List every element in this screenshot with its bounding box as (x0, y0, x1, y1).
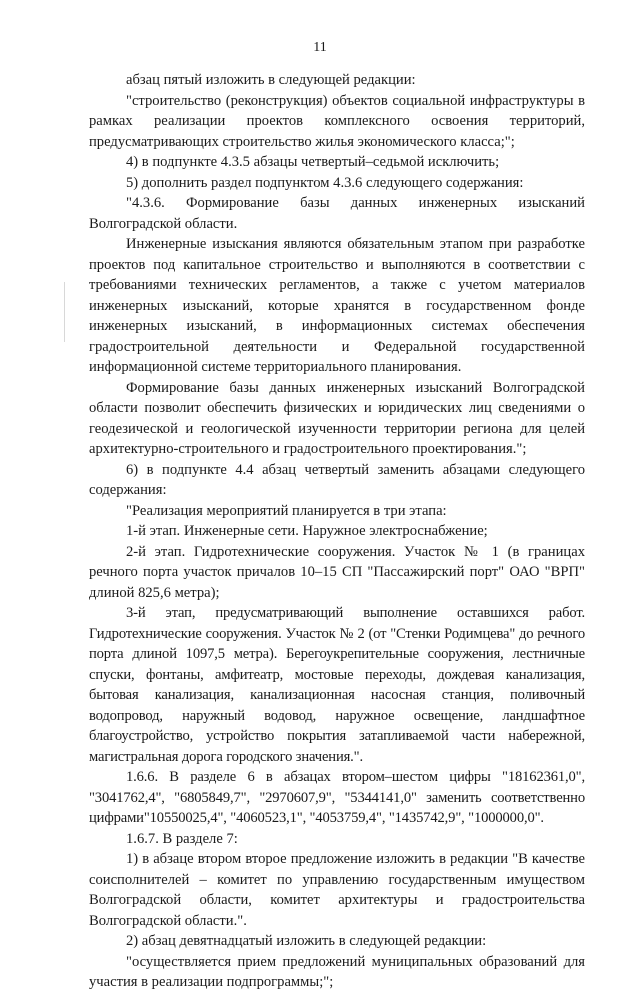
paragraph: Формирование базы данных инженерных изысканий Волгоградской области позволит обеспечить физических и юридических лиц сведениями о геодезической и геологической изученности территории региона для целей архитектурно-строительного и градостроительного проектирования."; (89, 379, 585, 457)
page-number: 11 (313, 40, 327, 55)
margin-mark (64, 282, 65, 342)
document-body (89, 70, 585, 993)
paragraph: 3-й этап, предусматривающий выполнение оставшихся работ. Гидротехнические сооружения. Участок № 2 (от "Стенки Родимцева" до речного порта длиной 1097,5 метра). Берегоукрепительные сооружения, лестничные спуски, фонтаны, амфитеатр, мостовые переходы, дождевая канализация, бытовая канализация, канализационная насосная станция, поливочный водопровод, наружный водовод, наружное освещение, ландшафтное благоустройство, устройство покрытия затапливаемой части набережной, магистральная дорога городского значения.". (89, 605, 585, 765)
paragraph: 1.6.7. В разделе 7: (126, 830, 238, 847)
paragraph: 1.6.6. В разделе 6 в абзацах втором–шестом цифры "18162361,0", "3041762,4", "6805849,7", "2970607,9", "5344141,0" заменить соответственно цифрами"10550025,4", "4060523,1", "4053759,4", "1435742,9", "1000000,0". (89, 769, 585, 826)
paragraph: 5) дополнить раздел подпунктом 4.3.6 следующего содержания: (126, 174, 524, 191)
paragraph: 4) в подпункте 4.3.5 абзацы четвертый–седьмой исключить; (126, 154, 500, 170)
paragraph: абзац пятый изложить в следующей редакции: (126, 72, 416, 88)
paragraph: 6) в подпункте 4.4 абзац четвертый заменить абзацами следующего содержания: (89, 461, 585, 498)
paragraph: 2) абзац девятнадцатый изложить в следующей редакции: (126, 933, 487, 949)
paragraph: "строительство (реконструкция) объектов социальной инфраструктуры в рамках реализации проектов комплексного освоения территорий, предусматривающих строительство жилья экономического класса;"; (89, 92, 585, 150)
paragraph: "Реализация мероприятий планируется в три этапа: (126, 502, 447, 519)
paragraph: 2-й этап. Гидротехнические сооружения. Участок № 1 (в границах речного порта участок причалов 10–15 СП "Пассажирский порт" ОАО "ВРП" длиной 825,6 метра); (89, 543, 585, 601)
paragraph: 1) в абзаце втором второе предложение изложить в редакции "В качестве соисполнителей – комитет по управлению государственным имуществом Волгоградской области, комитет архитектуры и градостроительства Волгоградской области.". (89, 851, 585, 929)
paragraph: "4.3.6. Формирование базы данных инженерных изысканий Волгоградской области. (89, 195, 585, 232)
paragraph: "осуществляется прием предложений муниципальных образований для участия в реализации подпрограммы;"; (89, 953, 585, 990)
paragraph: Инженерные изыскания являются обязательным этапом при разработке проектов под капитальное строительство и выполняются в соответствии с требованиями технических регламентов, а также с учетом материалов инженерных изысканий, которые хранятся в государственном фонде инженерных изысканий, в информационных системах обеспечения градостроительной деятельности и Федеральной государственной информационной системе территориального планирования. (89, 236, 585, 375)
paragraph: 1-й этап. Инженерные сети. Наружное электроснабжение; (126, 523, 488, 539)
